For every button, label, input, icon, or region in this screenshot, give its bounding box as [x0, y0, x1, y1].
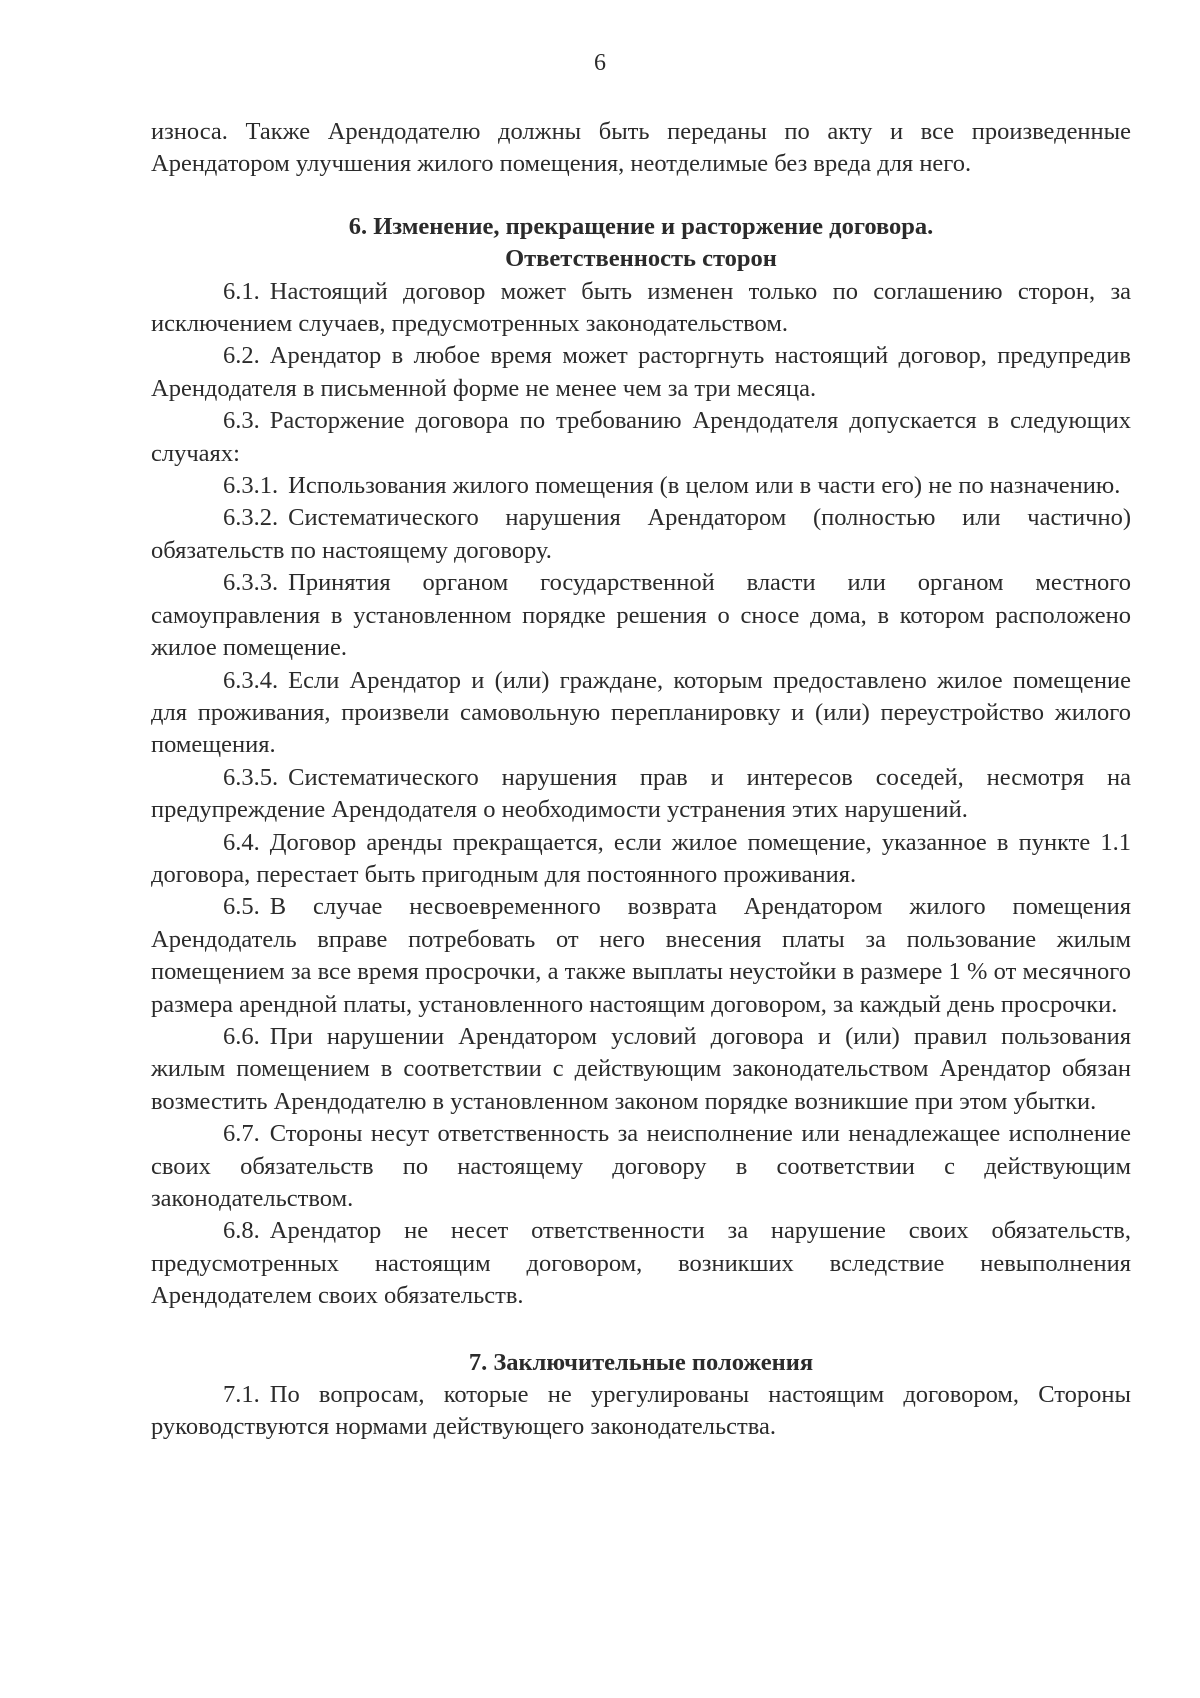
- clause-number: 6.8.: [223, 1217, 260, 1245]
- section-6: [151, 211, 1131, 1313]
- clause-7-1: [151, 1379, 1131, 1444]
- clause-6-8: [151, 1215, 1131, 1312]
- clause-number: 6.2.: [223, 342, 260, 370]
- clause-number: 6.3.3.: [223, 569, 279, 597]
- clause-6-3-3: [151, 567, 1131, 664]
- section-7: [151, 1347, 1131, 1444]
- clause-text: Если Арендатор и (или) граждане, которым предоставлено жилое помещение для проживания, произвели самовольную перепланировку и (или) переустройство жилого помещения.: [151, 666, 1131, 759]
- clause-number: 6.5.: [223, 893, 260, 921]
- clause-number: 7.1.: [223, 1381, 260, 1409]
- clause-number: 6.3.4.: [223, 666, 279, 694]
- clause-6-3-4: [151, 665, 1131, 762]
- clause-text: Расторжение договора по требованию Арендодателя допускается в следующих случаях:: [151, 407, 1131, 467]
- clause-6-2: [151, 340, 1131, 405]
- clause-text: Арендатор в любое время может расторгнуть настоящий договор, предупредив Арендодателя в письменной форме не менее чем за три месяца.: [151, 342, 1131, 402]
- clause-text: По вопросам, которые не урегулированы настоящим договором, Стороны руководствуются нормами действующего законодательства.: [151, 1381, 1131, 1441]
- clause-text: Использования жилого помещения (в целом или в части его) не по назначению.: [288, 472, 1121, 500]
- clause-text: Принятия органом государственной власти или органом местного самоуправления в установленном порядке решения о сносе дома, в котором расположено жилое помещение.: [151, 569, 1131, 662]
- clause-number: 6.3.: [223, 407, 260, 435]
- clause-text: Систематического нарушения Арендатором (полностью или частично) обязательств по настоящему договору.: [151, 504, 1131, 564]
- section-6-title: 6. Изменение, прекращение и расторжение договора.: [348, 212, 934, 240]
- clause-number: 6.3.5.: [223, 763, 279, 791]
- clause-text: Договор аренды прекращается, если жилое помещение, указанное в пункте 1.1 договора, перестает быть пригодным для постоянного проживания.: [151, 828, 1131, 888]
- clause-number: 6.1.: [223, 277, 260, 305]
- clause-6-3-2: [151, 502, 1131, 567]
- clause-6-6: [151, 1021, 1131, 1118]
- clause-6-5: [151, 891, 1131, 1021]
- clause-text: Настоящий договор может быть изменен только по соглашению сторон, за исключением случаев, предусмотренных законодательством.: [151, 277, 1131, 338]
- clause-number: 6.6.: [223, 1022, 260, 1050]
- clause-6-3-1: [151, 470, 1131, 502]
- section-7-title: 7. Заключительные положения: [468, 1348, 814, 1376]
- clause-text: Стороны несут ответственность за неисполнение или ненадлежащее исполнение своих обязательств по настоящему договору в соответствии с действующим законодательством.: [151, 1120, 1131, 1212]
- clause-text: При нарушении Арендатором условий договора и (или) правил пользования жилым помещением в соответствии с действующим законодательством Арендатор обязан возместить Арендодателю в установленном законом порядке возникшие при этом убытки.: [151, 1022, 1131, 1115]
- document-body: [151, 116, 1131, 1444]
- page-number: 6: [594, 50, 606, 76]
- clause-number: 6.4.: [223, 828, 260, 856]
- clause-6-1: [151, 276, 1131, 341]
- clause-number: 6.3.2.: [223, 504, 279, 532]
- clause-6-7: [151, 1118, 1131, 1215]
- clause-number: 6.3.1.: [223, 472, 279, 500]
- clause-number: 6.7.: [223, 1120, 260, 1148]
- clause-6-3: [151, 405, 1131, 470]
- section-6-subtitle: Ответственность сторон: [505, 245, 777, 273]
- clause-text: В случае несвоевременного возврата Арендатором жилого помещения Арендодатель вправе потребовать от него внесения платы за пользование жилым помещением за все время просрочки, а также выплаты неустойки в размере 1 % от месячного размера арендной платы, установленного настоящим договором, за каждый день просрочки.: [151, 893, 1131, 1018]
- clause-text: Систематического нарушения прав и интересов соседей, несмотря на предупреждение Арендодателя о необходимости устранения этих нарушений.: [151, 763, 1131, 824]
- clause-6-3-5: [151, 762, 1131, 827]
- clause-text: Арендатор не несет ответственности за нарушение своих обязательств, предусмотренных настоящим договором, возникших вследствие невыполнения Арендодателем своих обязательств.: [151, 1217, 1131, 1310]
- intro-paragraph: износа. Также Арендодателю должны быть переданы по акту и все произведенные Арендатором улучшения жилого помещения, неотделимые без вреда для него.: [151, 118, 1131, 178]
- clause-6-4: [151, 827, 1131, 892]
